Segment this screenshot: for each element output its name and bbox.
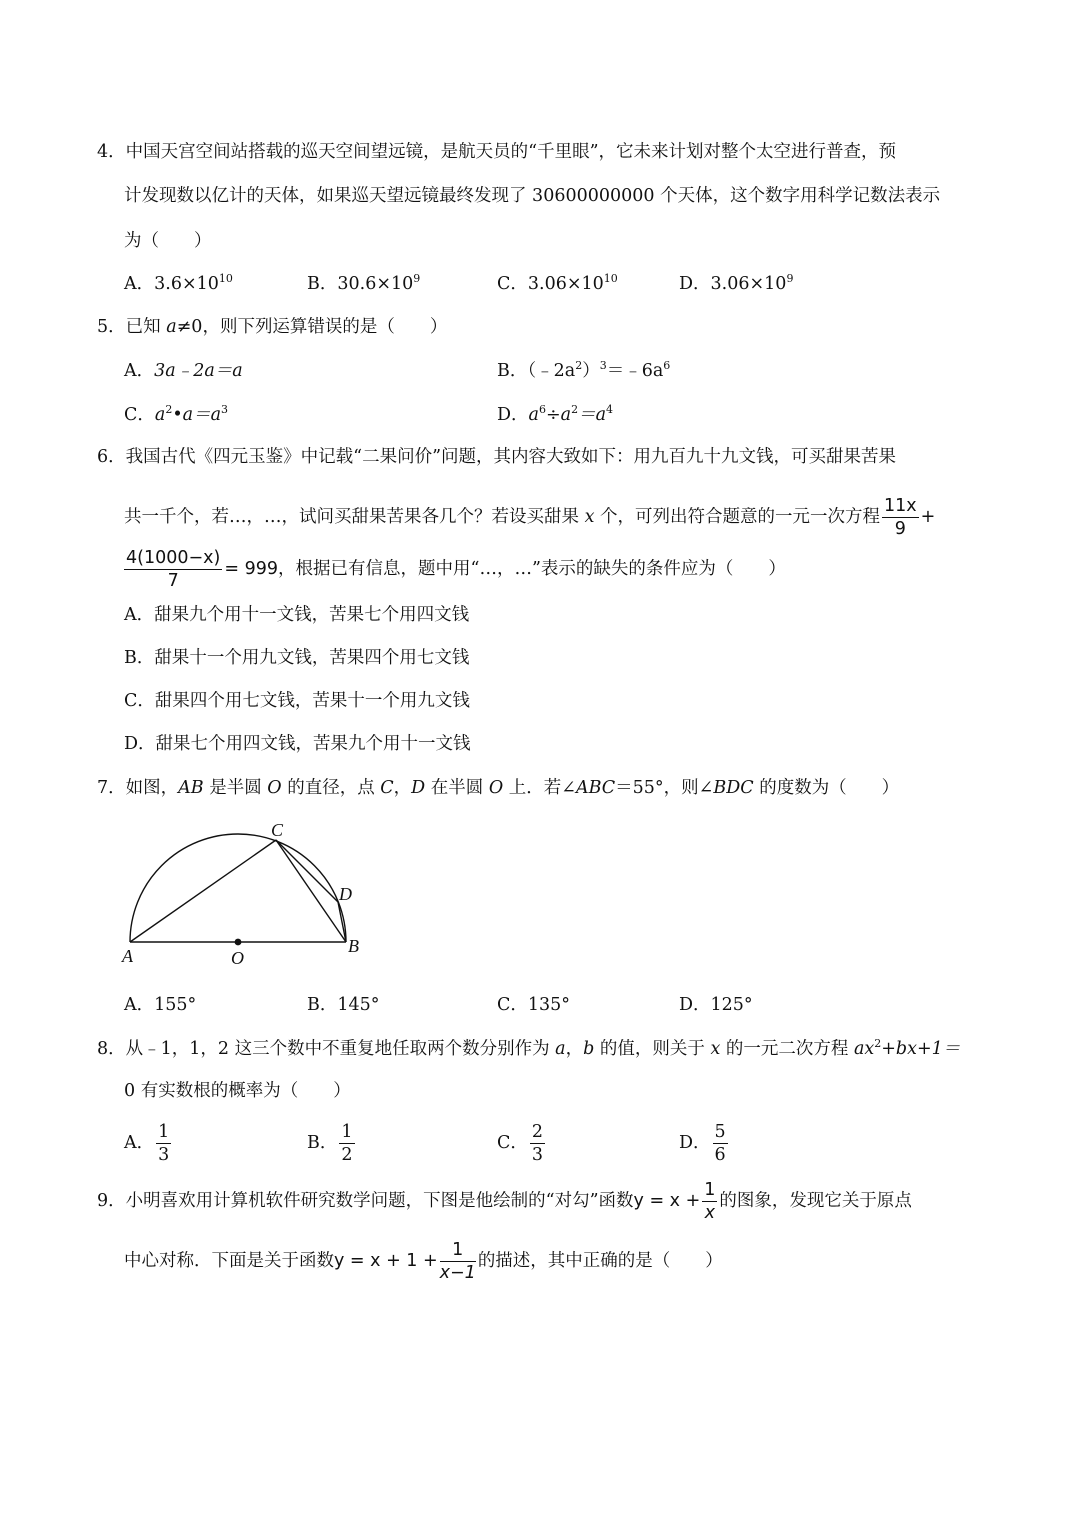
option-value: ＝﹣6a — [606, 361, 664, 381]
q4-line-2: 计发现数以亿计的天体，如果巡天望远镜最终发现了 30600000000 个天体，这个数字用科学记数法表示 — [124, 186, 941, 206]
fraction-numerator: 5 — [713, 1122, 728, 1144]
q8-line-2: 0 有实数根的概率为（ ） — [124, 1081, 351, 1101]
q4-option-c — [497, 271, 618, 297]
option-label: A． — [124, 1133, 155, 1154]
q7-segment-ab: AB — [178, 778, 204, 798]
q7-text: 7．如图， — [97, 778, 179, 798]
option-value: ） — [582, 361, 600, 381]
fraction-denominator: 3 — [531, 1145, 544, 1166]
fraction-denominator: 6 — [714, 1145, 726, 1166]
option-exponent: 2 — [575, 359, 583, 372]
q7-text: ， — [393, 778, 412, 798]
q4-option-a — [124, 271, 233, 297]
q4-line-3: 为（ ） — [124, 231, 212, 251]
q8-option-c — [497, 1122, 547, 1165]
option-value: a — [154, 405, 166, 425]
option-exponent: 9 — [786, 272, 794, 285]
fraction-numerator: 1 — [440, 1240, 476, 1262]
q4-line-1: 4．中国天宫空间站搭载的巡天空间望远镜，是航天员的“千里眼”，它未来计划对整个太空进行普查，预 — [97, 142, 897, 162]
label-b: B — [348, 936, 359, 956]
q5-stem — [97, 314, 447, 340]
option-value: ＝a — [578, 405, 607, 425]
fraction-denominator: 7 — [167, 571, 179, 592]
q8-equation: +bx+1＝ — [881, 1039, 961, 1059]
q5-variable: a — [166, 317, 177, 337]
option-value: 3a﹣2a＝a — [154, 361, 243, 381]
option-value: 3.06×10 — [710, 274, 787, 294]
option-label: A． — [124, 361, 155, 381]
option-exponent: 2 — [571, 403, 579, 416]
q8-equation: ax — [853, 1039, 875, 1059]
fraction-denominator: x — [704, 1203, 716, 1224]
q9-text: 中心对称．下面是关于函数 — [124, 1251, 334, 1272]
q6-option-a: A．甜果九个用十一文钱，苦果七个用四文钱 — [124, 605, 470, 625]
q6-line-3 — [124, 548, 786, 591]
q8-option-a — [124, 1122, 173, 1165]
option-fraction — [339, 1122, 354, 1165]
option-value: （﹣2a — [527, 361, 576, 381]
fraction-4-1000-x-over-7 — [124, 548, 222, 591]
q8-stem — [97, 1036, 960, 1062]
q8-option-d — [679, 1122, 730, 1165]
q7-text: 是半圆 — [203, 778, 268, 798]
option-exponent: 4 — [606, 403, 614, 416]
q8-variable-b: b — [583, 1039, 595, 1059]
q7-point-d: D — [411, 778, 426, 798]
q9-line-1 — [97, 1180, 912, 1223]
q7-option-d: D．125° — [679, 995, 753, 1015]
fraction-1-over-x-minus-1 — [440, 1240, 476, 1283]
q6-option-d: D．甜果七个用四文钱，苦果九个用十一文钱 — [124, 734, 471, 754]
option-label: D． — [679, 1133, 711, 1154]
chord-cd — [276, 840, 338, 902]
q5-stem-text: ≠0，则下列运算错误的是（ ） — [176, 317, 448, 337]
q5-stem-text: 5．已知 — [97, 317, 167, 337]
q5-option-a — [124, 358, 243, 384]
label-a: A — [122, 946, 133, 966]
fraction-numerator: 4(1000−x) — [124, 548, 222, 570]
option-label: D． — [497, 405, 529, 425]
option-value: ÷a — [545, 405, 572, 425]
option-label: B． — [497, 361, 528, 381]
q8-text: 8．从﹣1，1，2 这三个数中不重复地任取两个数分别作为 — [97, 1039, 556, 1059]
q5-option-b — [497, 358, 670, 384]
option-exponent: 10 — [218, 272, 233, 285]
fraction-numerator: 1 — [156, 1122, 171, 1144]
q6-option-b: B．甜果十一个用九文钱，苦果四个用七文钱 — [124, 648, 470, 668]
q8-text: ， — [565, 1039, 584, 1059]
q6-option-c: C．甜果四个用七文钱，苦果十一个用九文钱 — [124, 691, 470, 711]
option-exponent: 2 — [165, 403, 173, 416]
option-label: C． — [124, 405, 155, 425]
option-label: D． — [679, 274, 711, 294]
q6-line-2 — [124, 496, 935, 539]
option-label: B． — [307, 1133, 338, 1154]
center-point-o — [235, 939, 242, 946]
q8-exponent: 2 — [874, 1037, 882, 1050]
q7-option-c: C．135° — [497, 995, 571, 1015]
fraction-numerator: 2 — [530, 1122, 545, 1144]
q6-text: 个，可列出符合题意的一元一次方程 — [594, 507, 880, 528]
plus-sign: + — [920, 507, 936, 528]
fraction-numerator: 11x — [882, 496, 919, 518]
q7-text: 上．若∠ — [503, 778, 576, 798]
q8-text: 的一元二次方程 — [720, 1039, 854, 1059]
option-exponent: 6 — [663, 359, 671, 372]
q9-text: 9．小明喜欢用计算机软件研究数学问题，下图是他绘制的“对勾”函数 — [97, 1191, 634, 1212]
q8-variable-a: a — [555, 1039, 566, 1059]
option-value: •a＝a — [172, 405, 222, 425]
function-expression: y = x + 1 + — [334, 1251, 438, 1272]
label-c: C — [271, 820, 284, 840]
q9-text: 的描述，其中正确的是（ ） — [477, 1251, 723, 1272]
q7-point-o: O — [267, 778, 282, 798]
fraction-numerator: 1 — [702, 1180, 717, 1202]
semicircle-figure — [118, 820, 368, 970]
option-exponent: 10 — [603, 272, 618, 285]
label-d: D — [339, 884, 352, 904]
option-exponent: 3 — [599, 359, 607, 372]
fraction-denominator: x−1 — [439, 1263, 476, 1284]
q7-point-c: C — [380, 778, 394, 798]
q6-line-1: 6．我国古代《四元玉鉴》中记载“二果问价”问题，其内容大致如下：用九百九十九文钱，可买甜果苦果 — [97, 447, 897, 467]
q7-text: 的度数为（ ） — [753, 778, 900, 798]
q7-option-b: B．145° — [307, 995, 380, 1015]
fraction-denominator: 2 — [341, 1145, 353, 1166]
fraction-1-over-x — [702, 1180, 717, 1223]
q7-text: 的直径，点 — [281, 778, 381, 798]
q8-variable-x: x — [710, 1039, 721, 1059]
option-fraction — [156, 1122, 171, 1165]
fraction-denominator: 3 — [158, 1145, 170, 1166]
function-expression: y = x + — [633, 1191, 701, 1212]
option-label: C． — [497, 274, 528, 294]
option-value: 30.6×10 — [337, 274, 414, 294]
q9-line-2 — [124, 1240, 723, 1283]
q7-point-o: O — [488, 778, 504, 798]
q4-option-b — [307, 271, 420, 297]
label-o: O — [231, 948, 244, 968]
option-label: C． — [497, 1133, 528, 1154]
option-fraction — [713, 1122, 728, 1165]
q5-option-d — [497, 402, 613, 428]
option-exponent: 3 — [221, 403, 229, 416]
q7-text: 在半圆 — [425, 778, 489, 798]
option-value: 3.06×10 — [527, 274, 604, 294]
q7-option-a: A．155° — [124, 995, 197, 1015]
equation-rhs: = 999 — [224, 559, 278, 580]
fraction-numerator: 1 — [339, 1122, 354, 1144]
semicircle-arc — [130, 834, 346, 942]
chord-ac — [130, 840, 276, 942]
q7-angle-abc: ABC — [575, 778, 616, 798]
fraction-11x-over-9 — [882, 496, 919, 539]
option-label: A． — [124, 274, 155, 294]
q5-option-c — [124, 402, 228, 428]
option-exponent: 6 — [538, 403, 546, 416]
q6-text: ，根据已有信息，题中用“…，…”表示的缺失的条件应为（ ） — [278, 559, 786, 580]
q6-text: 共一千个，若…，…，试问买甜果苦果各几个？若设买甜果 — [124, 507, 585, 528]
option-exponent: 9 — [413, 272, 421, 285]
fraction-denominator: 9 — [894, 519, 906, 540]
q9-text: 的图象，发现它关于原点 — [719, 1191, 912, 1212]
option-fraction — [530, 1122, 545, 1165]
q7-stem — [97, 775, 899, 801]
q8-option-b — [307, 1122, 357, 1165]
q7-text: ＝55°，则∠ — [615, 778, 714, 798]
chord-cb — [276, 840, 346, 942]
q7-angle-bdc: BDC — [713, 778, 754, 798]
q6-variable: x — [584, 507, 595, 528]
option-value: a — [528, 405, 539, 425]
q8-text: 的值，则关于 — [594, 1039, 711, 1059]
option-label: B． — [307, 274, 338, 294]
q4-option-d — [679, 271, 793, 297]
option-value: 3.6×10 — [154, 274, 219, 294]
